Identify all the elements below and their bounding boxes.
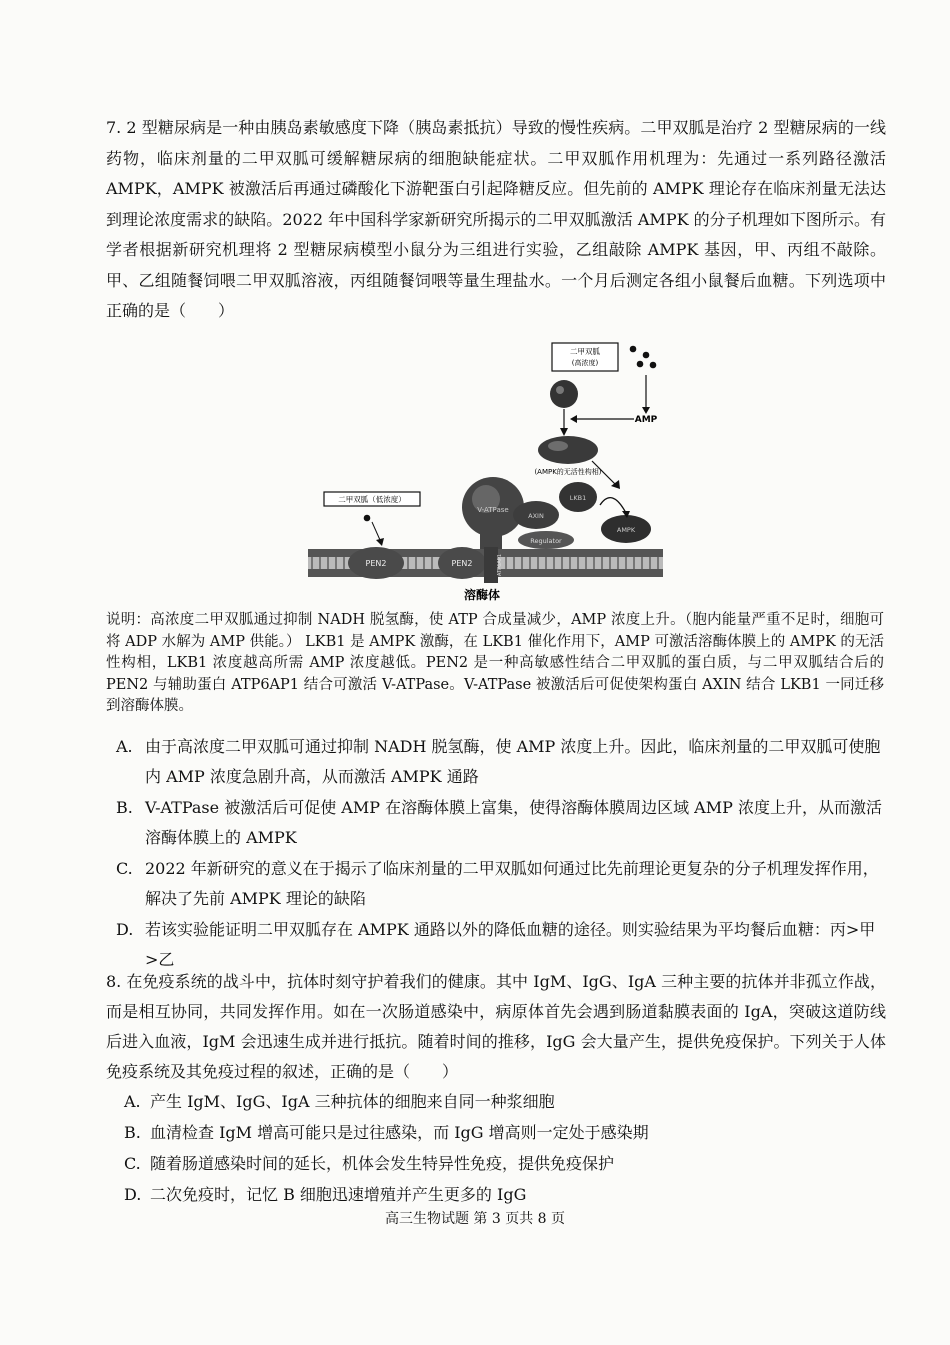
arrowhead xyxy=(570,415,577,423)
question-8-options xyxy=(124,1087,884,1211)
amp-label: AMP xyxy=(634,415,658,425)
option-letter: B. xyxy=(116,798,133,817)
arrowhead xyxy=(560,428,568,436)
atp6ap1-label: ATP6AP1 xyxy=(497,554,503,576)
option-text: 二次免疫时，记忆 B 细胞迅速增殖并产生更多的 IgG xyxy=(150,1185,527,1204)
metformin-dot-low xyxy=(364,515,371,522)
option-text: 血清检查 IgM 增高可能只是过往感染，而 IgG 增高则一定处于感染期 xyxy=(150,1123,649,1142)
low-box-label: 二甲双胍（低浓度） xyxy=(338,495,406,504)
ampk-label: AMPK xyxy=(616,526,636,534)
lysosome-label: 溶酶体 xyxy=(463,588,501,602)
high-box-line2: (高浓度) xyxy=(571,359,599,367)
option-text: 由于高浓度二甲双胍可通过抑制 NADH 脱氢酶，使 AMP 浓度上升。因此，临床剂量的二甲双胍可使胞内 AMP 浓度急剧升高，从而激活 AMPK 通路 xyxy=(145,737,881,786)
regulator-label: Regulator xyxy=(530,537,562,545)
complex-sphere xyxy=(550,380,578,408)
option-text: V-ATPase 被激活后可促使 AMP 在溶酶体膜上富集，使得溶酶体膜周边区域 AMP 浓度上升，从而激活溶酶体膜上的 AMPK xyxy=(145,798,882,847)
option-letter: B. xyxy=(124,1123,141,1142)
q8-option-b[interactable] xyxy=(124,1118,884,1148)
pen2-left-label: PEN2 xyxy=(365,559,387,568)
inactive-label: (AMPK的无活性构相) xyxy=(534,468,602,476)
atp6ap1-protein xyxy=(484,547,498,583)
note-text: 说明：高浓度二甲双胍通过抑制 NADH 脱氢酶，使 ATP 合成量减少，AMP 浓度上升。（胞内能量严重不足时，细胞可将 ADP 水解为 AMP 供能。） LKB1 是 AMPK 激酶，在 LKB1 催化作用下，AMP 可激活溶酶体膜上的 AMPK 的无活性构相，LKB1 浓度越高所需 AMP 浓度越低。PEN2 是一种高敏感性结合二甲双胍的蛋白质，与二甲双胍结合后的 PEN2 与辅助蛋白 ATP6AP1 结合可激活 V-ATPase。V-ATPase 被激活后可促使架构蛋白 AXIN 结合 LKB1 一同迁移到溶酶体膜。 xyxy=(106,612,884,715)
option-text: 产生 IgM、IgG、IgA 三种抗体的细胞来自同一种浆细胞 xyxy=(150,1092,555,1111)
q7-option-b[interactable] xyxy=(116,793,884,853)
option-letter: C. xyxy=(116,859,133,878)
axin-label: AXIN xyxy=(528,512,544,520)
figure-note xyxy=(106,610,884,718)
metformin-mechanism-diagram xyxy=(300,337,665,609)
page-footer: 高三生物试题 第 3 页共 8 页 xyxy=(384,1211,566,1227)
metformin-dot xyxy=(630,346,637,353)
q8-option-a[interactable] xyxy=(124,1087,884,1117)
metformin-dot xyxy=(643,352,650,359)
question-8-stem xyxy=(106,967,886,1087)
question-8-text: 8. 在免疫系统的战斗中，抗体时刻守护着我们的健康。其中 IgM、IgG、IgA 三种主要的抗体并非孤立作战，而是相互协同，共同发挥作用。如在一次肠道感染中，病原体首先会遇到肠道黏膜表面的 IgA，突破这道防线后进入血液，IgM 会迅速生成并进行抵抗。随着时间的推移，IgG 会大量产生，提供免疫保护。下列关于人体免疫系统及其免疫过程的叙述，正确的是（ ） xyxy=(106,972,886,1081)
arrowhead xyxy=(642,407,650,414)
option-letter: D. xyxy=(124,1185,142,1204)
option-letter: A. xyxy=(124,1092,141,1111)
pen2-right-label: PEN2 xyxy=(451,559,473,568)
blob-highlight xyxy=(548,441,568,451)
v-atpase-label: V-ATPase xyxy=(477,506,509,514)
sphere-highlight xyxy=(556,386,564,394)
q8-option-d[interactable] xyxy=(124,1180,884,1210)
option-text: 若该实验能证明二甲双胍存在 AMPK 通路以外的降低血糖的途径。则实验结果为平均餐后血糖：丙>甲>乙 xyxy=(145,920,876,969)
question-7-stem xyxy=(106,113,886,327)
question-7-options xyxy=(116,732,884,976)
option-letter: D. xyxy=(116,920,134,939)
high-box-line1: 二甲双胍 xyxy=(570,347,600,356)
q7-option-d[interactable] xyxy=(116,915,884,975)
q7-option-a[interactable] xyxy=(116,732,884,792)
option-letter: C. xyxy=(124,1154,141,1173)
option-text: 随着肠道感染时间的延长，机体会发生特异性免疫，提供免疫保护 xyxy=(150,1154,615,1173)
q7-option-c[interactable] xyxy=(116,854,884,914)
metformin-dot xyxy=(650,362,657,369)
question-7-text: 7. 2 型糖尿病是一种由胰岛素敏感度下降（胰岛素抵抗）导致的慢性疾病。二甲双胍是治疗 2 型糖尿病的一线药物，临床剂量的二甲双胍可缓解糖尿病的细胞缺能症状。二甲双胍作用机理为：先通过一系列路径激活 AMPK，AMPK 被激活后再通过磷酸化下游靶蛋白引起降糖反应。但先前的 AMPK 理论存在临床剂量无法达到理论浓度需求的缺陷。2022 年中国科学家新研究所揭示的二甲双胍激活 AMPK 的分子机理如下图所示。有学者根据新研究机理将 2 型糖尿病模型小鼠分为三组进行实验，乙组敲除 AMPK 基因，甲、丙组不敲除。甲、乙组随餐饲喂二甲双胍溶液，丙组随餐饲喂等量生理盐水。一个月后测定各组小鼠餐后血糖。下列选项中正确的是（ ） xyxy=(106,118,886,320)
q8-option-c[interactable] xyxy=(124,1149,884,1179)
lkb1-label: LKB1 xyxy=(569,494,587,502)
v-atpase-stalk xyxy=(480,533,502,549)
option-text: 2022 年新研究的意义在于揭示了临床剂量的二甲双胍如何通过比先前理论更复杂的分子机理发挥作用，解决了先前 AMPK 理论的缺陷 xyxy=(145,859,879,908)
inactive-ampk-blob xyxy=(538,436,598,464)
metformin-dot xyxy=(637,361,644,368)
option-letter: A. xyxy=(116,737,133,756)
